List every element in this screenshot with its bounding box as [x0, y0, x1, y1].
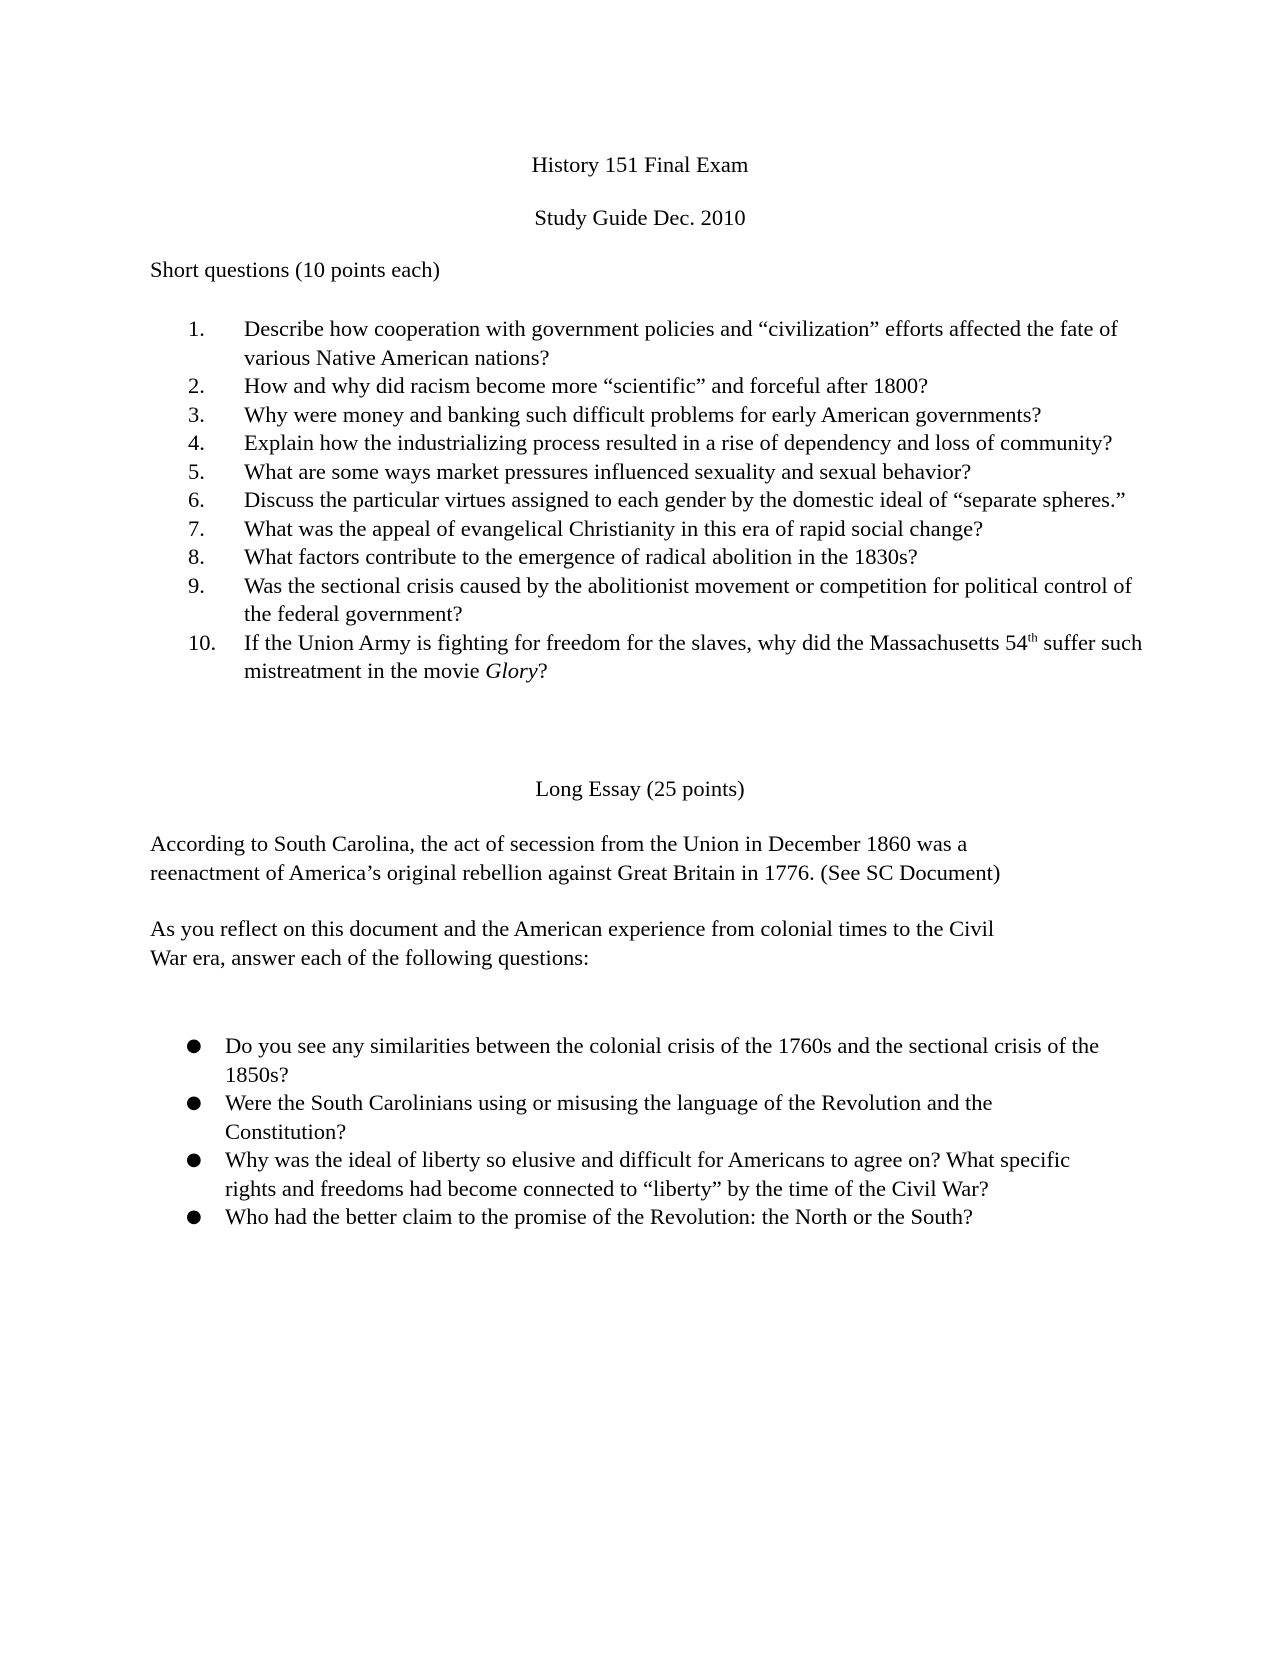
essay-question-text: Who had the better claim to the promise of the Revolution: the North or the South? — [225, 1204, 973, 1229]
essay-prompt-line: As you reflect on this document and the American experience from colonial times to the Civil — [150, 916, 995, 941]
question-item — [150, 629, 1150, 686]
short-questions-list — [150, 315, 1150, 686]
essay-prompt-line: War era, answer each of the following questions: — [150, 944, 590, 970]
question-text: Was the sectional crisis caused by the abolitionist movement or competition for political control of the federal government? — [244, 572, 1132, 626]
essay-prompt-line: reenactment of America’s original rebellion against Great Britain in 1776. (See SC Document) — [150, 859, 1001, 885]
long-essay-heading: Long Essay (25 points) — [535, 776, 745, 801]
exam-subtitle: Study Guide Dec. 2010 — [534, 205, 746, 230]
essay-prompt-paragraph-1 — [150, 830, 1130, 887]
question-number: 10. — [188, 629, 217, 655]
essay-question-item — [150, 1203, 1150, 1232]
question-item — [150, 315, 1150, 372]
question-number: 4. — [188, 430, 205, 455]
bullet-icon: ● — [186, 1206, 202, 1227]
question-number: 5. — [188, 458, 205, 484]
bullet-icon: ● — [186, 1092, 202, 1113]
essay-question-item — [150, 1089, 1150, 1146]
question-number: 6. — [188, 487, 205, 512]
question-item — [150, 486, 1150, 515]
question-text: How and why did racism become more “scientific” and forceful after 1800? — [244, 373, 929, 398]
question-number: 3. — [188, 401, 205, 427]
question-text: Why were money and banking such difficult problems for early American governments? — [244, 401, 1042, 427]
question-item — [150, 458, 1150, 487]
bullet-icon: ● — [186, 1149, 202, 1170]
question-text: Discuss the particular virtues assigned to each gender by the domestic ideal of “separate spheres.” — [244, 487, 1126, 512]
question-text: Describe how cooperation with government policies and “civilization” efforts affected the fate of various Native American nations? — [244, 316, 1118, 370]
essay-question-text: Why was the ideal of liberty so elusive and difficult for Americans to agree on? What specific rights and freedoms had become connected to “liberty” by the time of the Civil War? — [225, 1147, 1071, 1201]
question-item — [150, 401, 1150, 430]
question-number: 2. — [188, 373, 205, 398]
question-number: 1. — [188, 316, 205, 341]
question-text — [244, 629, 1144, 686]
essay-prompt-paragraph-2 — [150, 915, 1130, 972]
question-text: What factors contribute to the emergence of radical abolition in the 1830s? — [244, 544, 918, 569]
essay-question-text: Were the South Carolinians using or misusing the language of the Revolution and the Constitution? — [225, 1090, 993, 1144]
question-text-part-b: suffer such mistreatment in the movie — [244, 629, 1143, 683]
question-text: Explain how the industrializing process resulted in a rise of dependency and loss of community? — [244, 430, 1113, 455]
exam-title: History 151 Final Exam — [531, 152, 749, 177]
question-number: 9. — [188, 572, 205, 598]
question-text-part-c: ? — [537, 658, 548, 683]
ordinal-suffix: th — [1027, 629, 1038, 644]
bullet-icon: ● — [186, 1035, 202, 1056]
essay-questions-list — [150, 1032, 1150, 1232]
question-number: 7. — [188, 515, 205, 541]
question-item — [150, 372, 1150, 401]
essay-question-item — [150, 1146, 1150, 1203]
question-text: What are some ways market pressures influenced sexuality and sexual behavior? — [244, 458, 972, 484]
question-item — [150, 543, 1150, 572]
movie-title: Glory — [485, 658, 538, 683]
short-questions-heading: Short questions (10 points each) — [150, 257, 440, 282]
essay-question-item — [150, 1032, 1150, 1089]
question-text-part-a: If the Union Army is fighting for freedom for the slaves, why did the Massachusetts 54 — [244, 629, 1028, 655]
question-item — [150, 572, 1150, 629]
essay-prompt-line: According to South Carolina, the act of secession from the Union in December 1860 was a — [150, 831, 968, 856]
question-text: What was the appeal of evangelical Christianity in this era of rapid social change? — [244, 515, 984, 541]
essay-question-text: Do you see any similarities between the colonial crisis of the 1760s and the sectional crisis of the 1850s? — [225, 1033, 1100, 1087]
question-number: 8. — [188, 544, 205, 569]
question-item — [150, 429, 1150, 458]
question-item — [150, 515, 1150, 544]
